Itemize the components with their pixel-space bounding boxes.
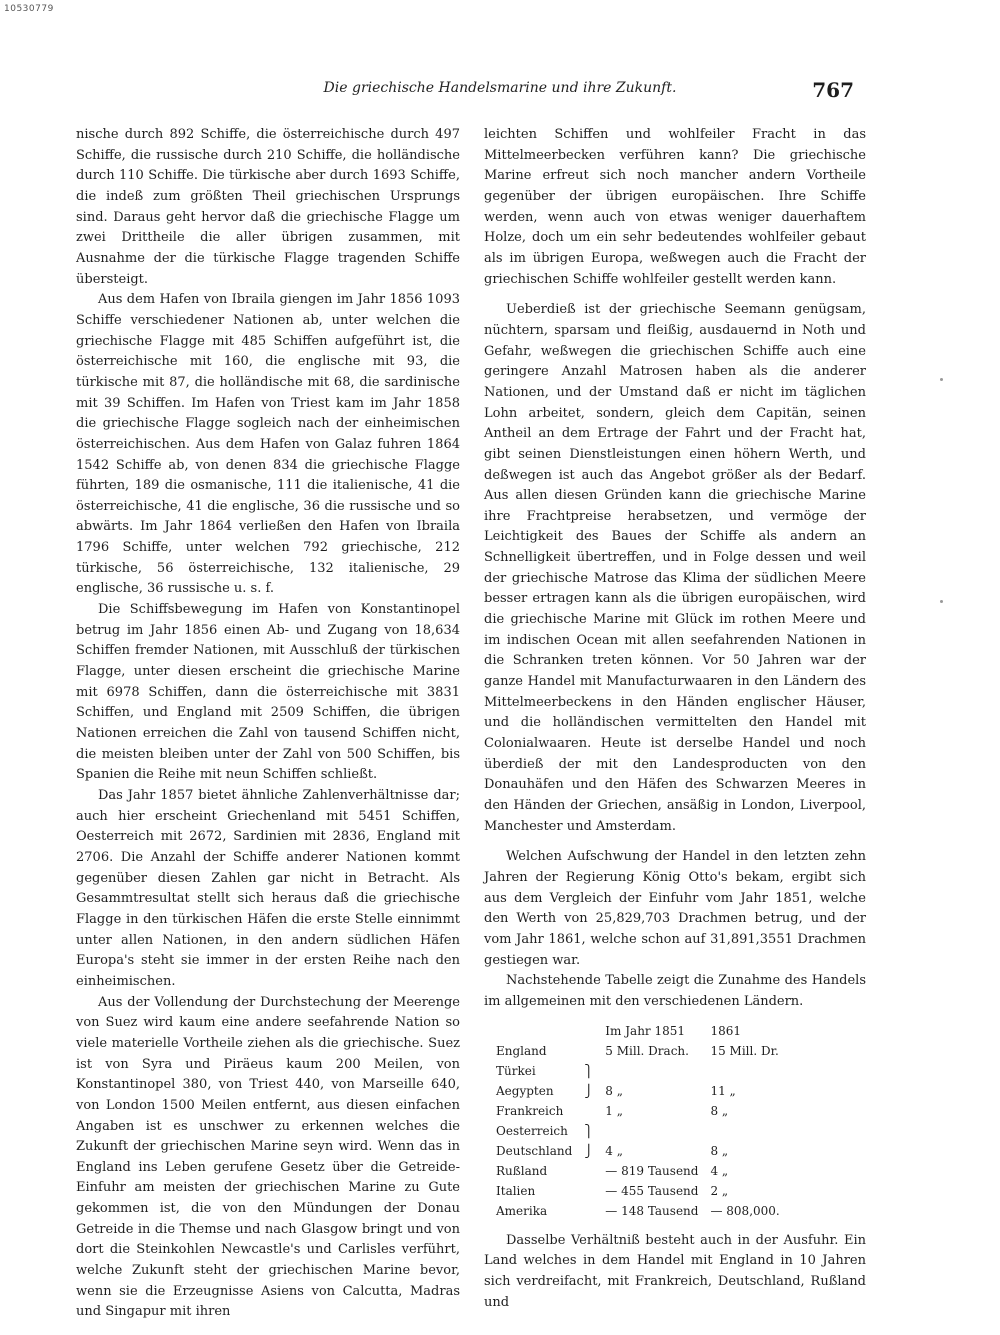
archive-id: 10530779 — [4, 4, 54, 14]
paragraph: Aus der Vollendung der Durchstechung der Meerenge von Suez wird kaum eine andere seefahrende Nation so viele materielle Vortheile ziehen als die griechische. Suez ist von Syra und Piräeus kaum 200 Meilen, von Konstantinopel 380, von Triest 440, von Marseille 640, von London 1500 Meilen entfernt, aus diesen einfachen Angaben ist es unschwer zu erkennen welches die Zukunft der griechischen Marine seyn wird. Wenn das in England ins Leben gerufene Gesetz über die Getreide-Einfuhr am meisten der griechischen Marine zu Gute gekommen ist, die von den Mündungen der Donau Getreide in die Themse und nach Glasgow bringt und von dort die Steinkohlen Newcastle's und Carlisles verführt, welche Zukunft steht der griechischen Marine bevor, wenn sie die Erzeugnisse Asiens von Calcutta, Madras und Singapur mit ihren — [76, 994, 460, 1320]
table-row — [490, 1101, 786, 1121]
table-cell-1851: — 819 Tausend — [605, 1163, 699, 1178]
table-header-row — [490, 1021, 786, 1041]
right-column — [484, 125, 866, 1313]
table-cell-1861: 8 „ — [710, 1103, 729, 1118]
table-cell-brace: ⎭ — [584, 1143, 594, 1158]
paragraph: Die Schiffsbewegung im Hafen von Konstantinopel betrug im Jahr 1856 einen Ab- und Zugang von 18,634 Schiffen fremder Nationen, mit Ausschluß der türkischen Flagge, unter diesen erscheint die griechische Marine mit 6978 Schiffen, dann die österreichische mit 3831 Schiffen, und England mit 2509 Schiffen, die übrigen Nationen erreichen die Zahl von tausend Schiffen nicht, die meisten bleiben unter der Zahl von 500 Schiffen, bis Spanien die Reihe mit neun Schiffen schließt. — [76, 602, 460, 783]
table-cell-country: Deutschland — [496, 1143, 573, 1158]
table-cell-1851: 4 „ — [605, 1143, 623, 1158]
table-cell-brace: ⎫ — [584, 1123, 594, 1138]
table-row — [490, 1081, 786, 1101]
table-row — [490, 1161, 786, 1181]
paragraph: leichten Schiffen und wohlfeiler Fracht in das Mittelmeerbecken verführen kann? Die griechische Marine erfreut sich noch mancher andern Vortheile gegenüber der übrigen europäischen. Ihre Schiffe werden, wenn auch von etwas weniger dauerhaftem Holze, doch um ein sehr bedeutendes wohlfeiler gebaut als im übrigen Europa, weßwegen auch die Fracht der griechischen Schiffe wohlfeiler gestellt werden kann. — [484, 127, 866, 287]
table-cell-1861: 11 „ — [710, 1083, 736, 1098]
table-cell-1851: 5 Mill. Drach. — [605, 1043, 689, 1058]
table-row — [490, 1041, 786, 1061]
paragraph: Das Jahr 1857 bietet ähnliche Zahlenverhältnisse dar; auch hier erscheint Griechenland mit 5451 Schiffen, Oesterreich mit 2672, Sardinien mit 2836, England mit 2706. Die Anzahl der Schiffe anderer Nationen kommt gegenüber diesen Zahlen gar nicht in Betracht. Als Gesammtresultat stellt sich heraus daß die griechische Flagge in den türkischen Häfen die erste Stelle einnimmt unter allen Nationen, in den andern südlichen Häfen Europa's steht sie immer in der ersten Reihe nach den einheimischen. — [76, 788, 460, 989]
paper-speck — [940, 600, 943, 603]
table-row — [490, 1141, 786, 1161]
paragraph: Aus dem Hafen von Ibraila giengen im Jahr 1856 1093 Schiffe verschiedener Nationen ab, unter welchen die griechische Flagge mit 485 Schiffen aufgeführt ist, die österreichische mit 160, die englische mit 93, die türkische mit 87, die holländische mit 68, die sardinische mit 39 Schiffen. Im Hafen von Triest kam im Jahr 1858 die griechische Flagge sogleich nach der einheimischen österreichischen. Aus dem Hafen von Galaz fuhren 1864 1542 Schiffe ab, von denen 834 die griechische Flagge führten, 189 die osmanische, 111 die italienische, 41 die österreichische, 41 die englische, 36 die russische und so abwärts. Im Jahr 1864 verließen den Hafen von Ibraila 1796 Schiffe, unter welchen 792 griechische, 212 türkische, 56 österreichische, 132 italienische, 29 englische, 36 russische u. s. f. — [76, 292, 460, 597]
paper-speck — [940, 378, 943, 381]
table-cell-brace — [578, 1181, 599, 1201]
table-cell-1861: 4 „ — [710, 1163, 729, 1178]
table-cell-country: Türkei — [496, 1063, 536, 1078]
left-column — [76, 125, 460, 1323]
paragraph: Nachstehende Tabelle zeigt die Zunahme des Handels im allgemeinen mit den verschiedenen Ländern. — [484, 973, 866, 1009]
table-cell-1861: 8 „ — [710, 1143, 729, 1158]
table-cell-1861: — 808,000. — [710, 1203, 780, 1218]
table-cell-1861 — [704, 1121, 785, 1141]
table-cell-1851: — 148 Tausend — [605, 1203, 699, 1218]
trade-table — [490, 1021, 786, 1221]
paragraph: Ueberdieß ist der griechische Seemann genügsam, nüchtern, sparsam und fleißig, ausdauernd in Noth und Gefahr, weßwegen die griechischen Schiffe auch eine geringere Anzahl Matrosen haben als die anderer Nationen, und der Umstand daß er nicht im täglichen Lohn arbeitet, sondern, gleich dem Capitän, seinen Antheil an dem Ertrage der Fahrt und der Fracht hat, gibt seinen Dienstleistungen einen höhern Werth, und deßwegen ist auch das Angebot größer als der Bedarf. Aus allen diesen Gründen kann die griechische Marine ihre Frachtpreise herabsetzen, und vermöge der Leichtigkeit des Baues der Schiffe als andern an Schnelligkeit übertreffen, und in Folge dessen und weil der griechische Matrose das Klima der südlichen Meere besser ertragen kann als die übrigen europäischen, wird die griechische Marine mit Glück im rothen Meere und im indischen Ocean mit allen seefahrenden Nationen in die Schranken treten können. Vor 50 Jahren war der ganze Handel mit Manufacturwaaren in den Ländern des Mittelmeerbeckens in den Händen englischer Häuser, und die holländischen vermittelten den Handel mit Colonialwaaren. Heute ist derselbe Handel und noch überdieß der mit den Landesproducten von den Donauhäfen und den Häfen des Schwarzen Meeres in den Händen der Griechen, ansäßig in London, Liverpool, Manchester und Amsterdam. — [484, 302, 866, 834]
table-cell-1851: 1 „ — [605, 1103, 623, 1118]
table-cell-1851 — [599, 1061, 704, 1081]
table-cell-country: England — [496, 1043, 547, 1058]
table-cell-1851: 8 „ — [605, 1083, 623, 1098]
table-row — [490, 1181, 786, 1201]
table-cell-1861: 15 Mill. Dr. — [710, 1043, 779, 1058]
table-cell-brace — [578, 1101, 599, 1121]
table-row — [490, 1061, 786, 1081]
table-cell-brace — [578, 1161, 599, 1181]
paragraph: nische durch 892 Schiffe, die österreichische durch 497 Schiffe, die russische durch 210 Schiffe, die holländische durch 110 Schiffe. Die türkische aber durch 1693 Schiffe, die indeß zum größten Theil griechischen Ursprungs sind. Daraus geht hervor daß die griechische Flagge um zwei Drittheile die aller übrigen zusammen, mit Ausnahme der die türkische Flagge tragenden Schiffe übersteigt. — [76, 127, 460, 287]
table-cell-country: Rußland — [496, 1163, 548, 1178]
table-cell-country: Frankreich — [496, 1103, 564, 1118]
table-cell-1851: — 455 Tausend — [605, 1183, 699, 1198]
table-row — [490, 1201, 786, 1221]
table-cell-brace — [578, 1201, 599, 1221]
running-title: Die griechische Handelsmarine und ihre Zukunft. — [323, 80, 677, 96]
table-cell-country: Oesterreich — [496, 1123, 568, 1138]
table-header-country — [490, 1021, 578, 1041]
table-cell-country: Amerika — [496, 1203, 548, 1218]
paragraph: Dasselbe Verhältniß besteht auch in der Ausfuhr. Ein Land welches in dem Handel mit England in 10 Jahren sich verdreifacht, mit Frankreich, Deutschland, Rußland und — [484, 1232, 866, 1310]
page-number: 767 — [812, 78, 854, 102]
table-cell-country: Aegypten — [496, 1083, 554, 1098]
table-header-1861: 1861 — [710, 1023, 742, 1038]
table-body — [490, 1041, 786, 1221]
table-header-brace — [578, 1021, 599, 1041]
table-cell-1851 — [599, 1121, 704, 1141]
table-cell-1861: 2 „ — [710, 1183, 729, 1198]
table-header-1851: Im Jahr 1851 — [605, 1023, 686, 1038]
table-cell-brace: ⎫ — [584, 1063, 594, 1078]
table-cell-brace: ⎭ — [584, 1083, 594, 1098]
table-row — [490, 1121, 786, 1141]
paragraph: Welchen Aufschwung der Handel in den letzten zehn Jahren der Regierung König Otto's bekam, ergibt sich aus dem Vergleich der Einfuhr vom Jahr 1851, welche den Werth von 25,829,703 Drachmen betrug, und der vom Jahr 1861, welche schon auf 31,891,3551 Drachmen gestiegen war. — [484, 849, 866, 968]
table-cell-country: Italien — [496, 1183, 536, 1198]
table-cell-1861 — [704, 1061, 785, 1081]
table-cell-brace — [578, 1041, 599, 1061]
